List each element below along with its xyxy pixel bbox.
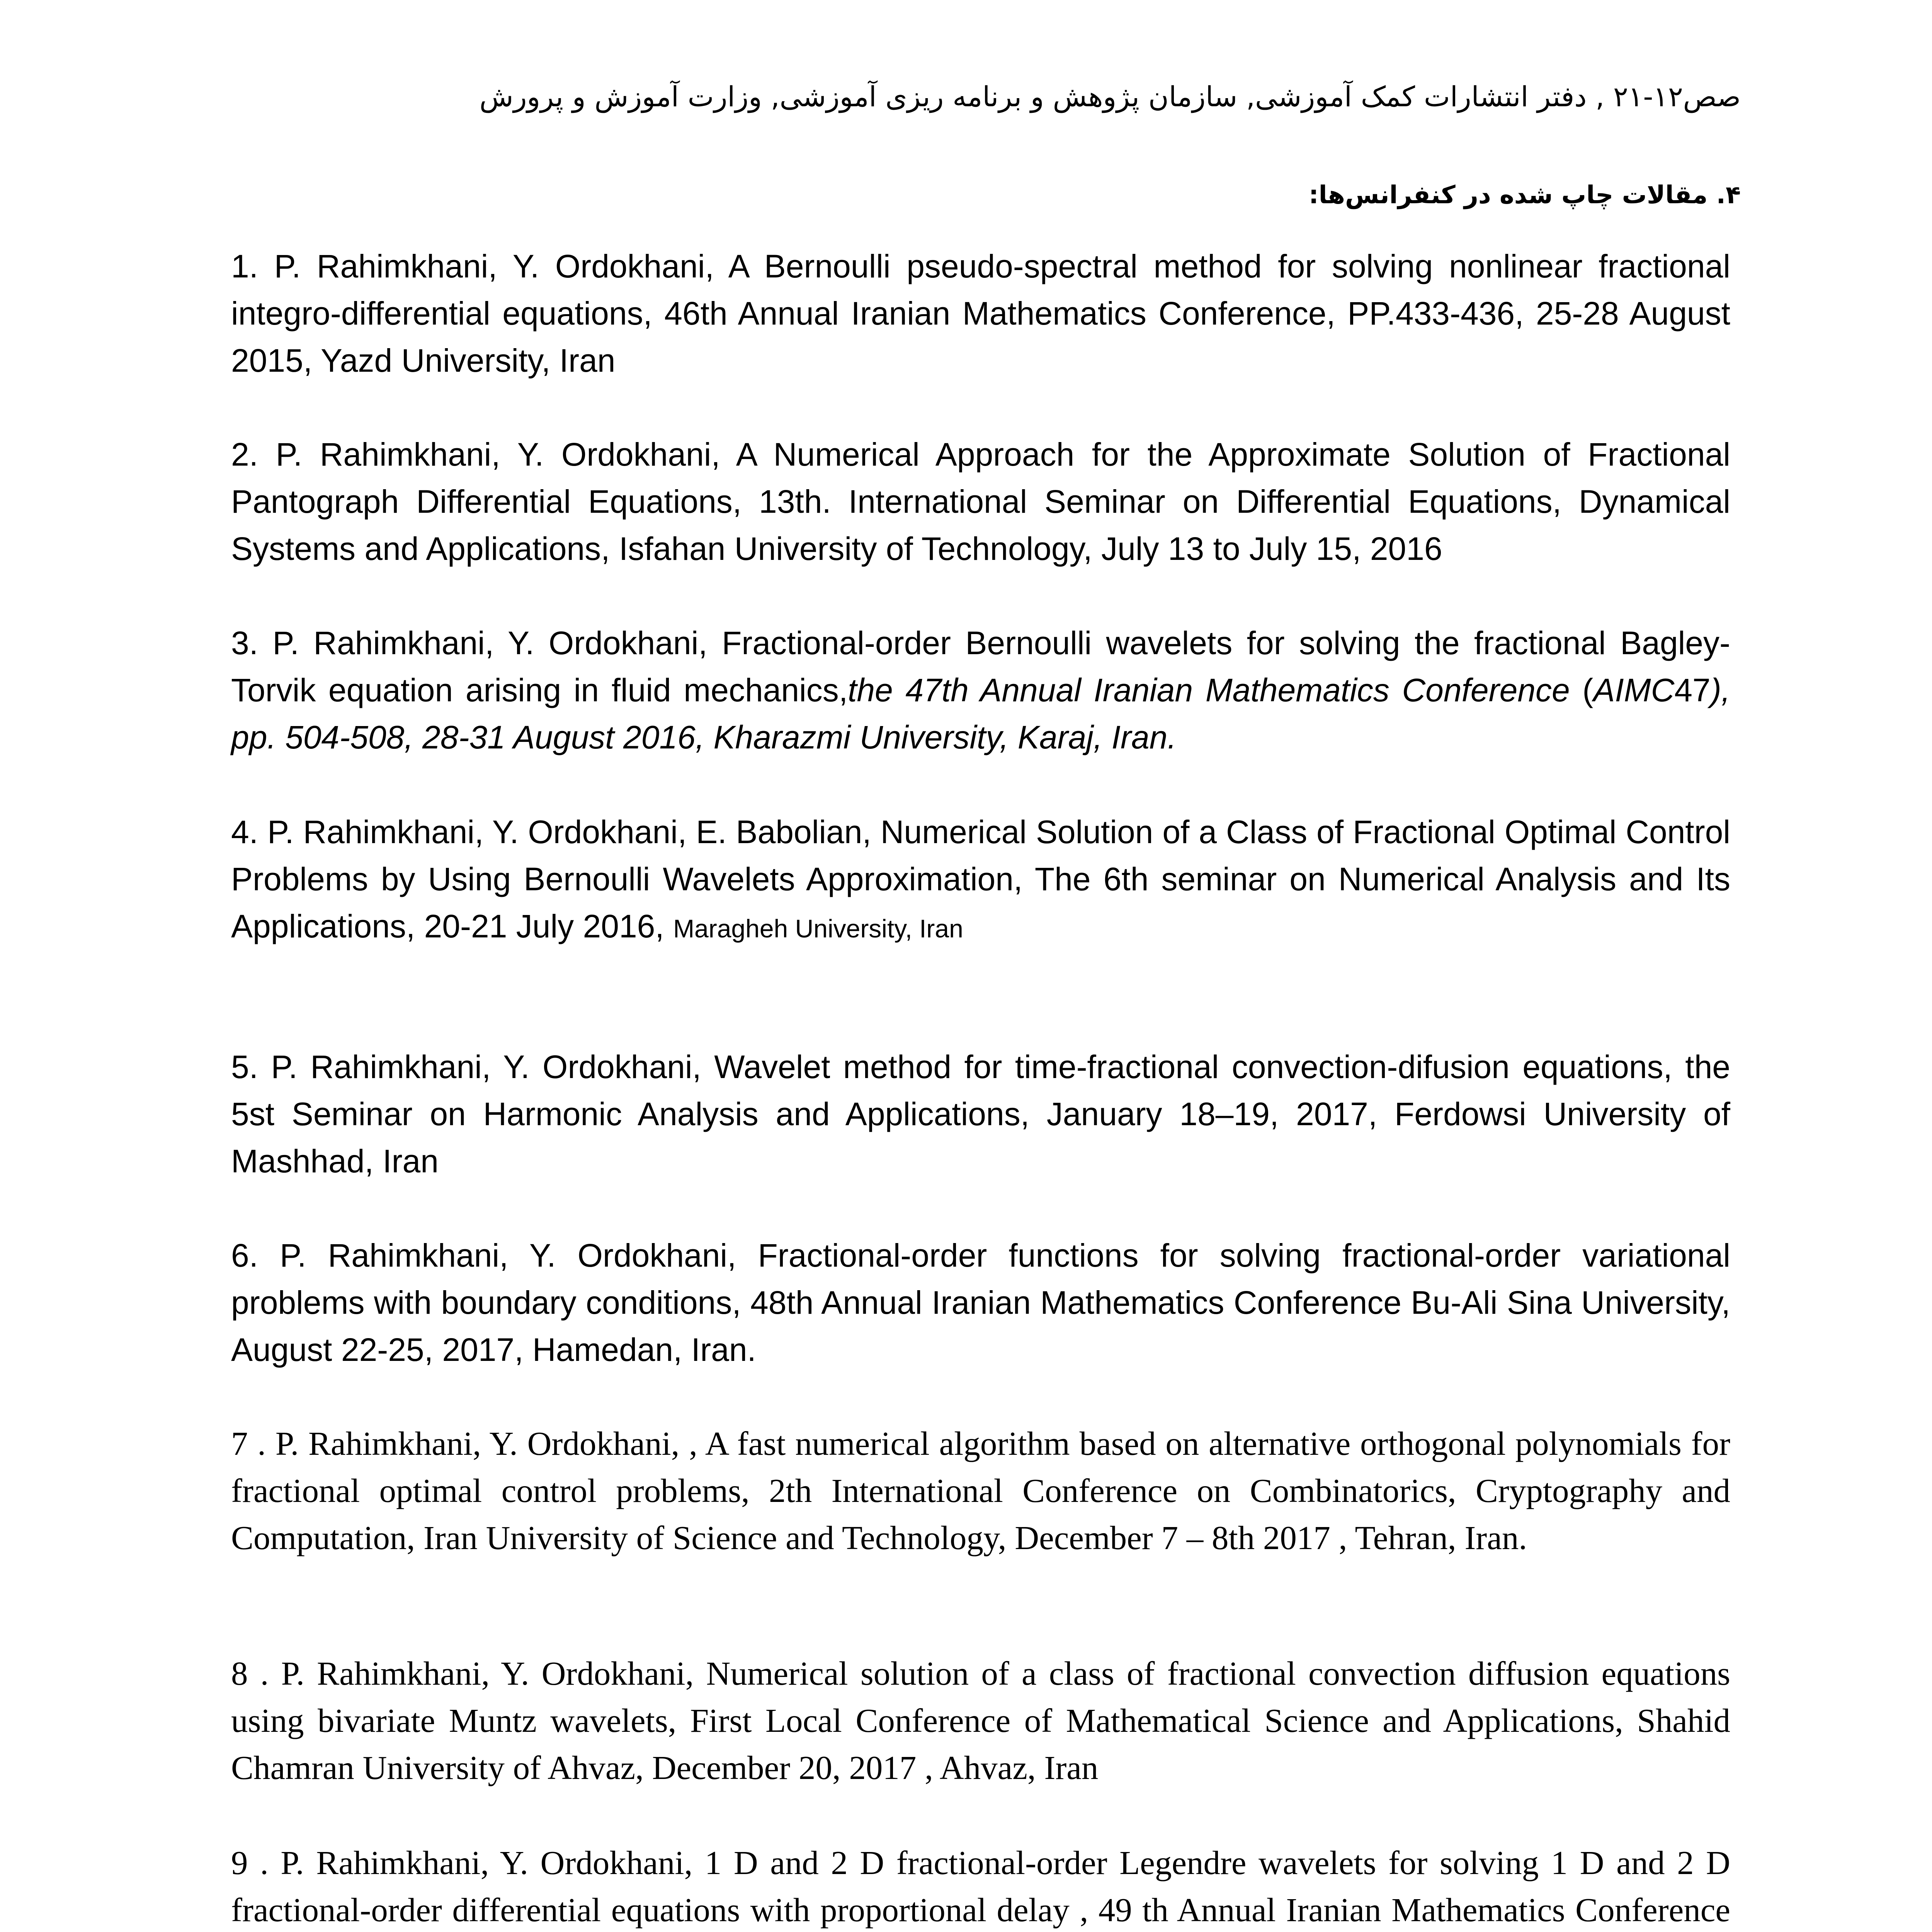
reference-text: 5. P. Rahimkhani, Y. Ordokhani, Wavelet method for time-fractional convection-difusion equations, the 5st Seminar on Harmonic Analysis and Applications, January 18–19, 2017, Ferdowsi University of Mashhad, Iran xyxy=(231,1049,1730,1179)
reference-text: 47 xyxy=(1674,672,1711,708)
reference-text: 2. P. Rahimkhani, Y. Ordokhani, A Numerical Approach for the Approximate Solution of Fractional Pantograph Differential Equations, 13th. International Seminar on Differential Equations, Dynamical Systems and Applications, Isfahan University of Technology, July 13 to July 15, 2016 xyxy=(231,436,1730,567)
reference-text: 9 . P. Rahimkhani, Y. Ordokhani, 1 D and 2 D fractional-order Legendre wavelets for solving 1 D and 2 D fractional-order differential equations with proportional delay , 49 th Annual Iranian Mathematics Conference xyxy=(231,1844,1730,1929)
page-header: صص۱۲-۲۱ , دفتر انتشارات کمک آموزشی, سازمان پژوهش و برنامه ریزی آموزشی, وزارت آموزش و پرورش xyxy=(479,80,1741,113)
reference-italic-text: ), pp. 504-508, 28-31 August 2016, Kharazmi University, Karaj, Iran. xyxy=(231,672,1730,755)
reference-italic-text: AIMC xyxy=(1593,672,1675,708)
reference-entry-8 xyxy=(231,1650,1730,1791)
reference-italic-text: the 47th Annual Iranian Mathematics Conference xyxy=(848,672,1570,708)
reference-entry-2 xyxy=(231,431,1730,572)
reference-entry-9 xyxy=(231,1839,1730,1932)
reference-text: 7 . P. Rahimkhani, Y. Ordokhani, , A fast numerical algorithm based on alternative orthogonal polynomials for fractional optimal control problems, 2th International Conference on Combinatorics, Cryptography and Computation, Iran University of Science and Technology, December 7 – 8th 2017 , Tehran, Iran. xyxy=(231,1425,1730,1556)
reference-text: 3. P. Rahimkhani, Y. Ordokhani, Fractional-order Bernoulli wavelets for solving the fractional Bagley-Torvik equation arising in fluid mechanics, xyxy=(231,625,1730,708)
reference-entry-7 xyxy=(231,1420,1730,1561)
reference-text: ( xyxy=(1570,672,1594,708)
reference-text: 1. P. Rahimkhani, Y. Ordokhani, A Bernoulli pseudo-spectral method for solving nonlinear fractional integro-differential equations, 46th Annual Iranian Mathematics Conference, PP.433-436, 25-28 August 2015, Yazd University, Iran xyxy=(231,248,1730,379)
reference-small-text: Maragheh University, Iran xyxy=(673,914,963,943)
reference-entry-1 xyxy=(231,243,1730,384)
reference-entry-3 xyxy=(231,619,1730,761)
reference-entry-5 xyxy=(231,1043,1730,1185)
reference-entry-4 xyxy=(231,808,1730,952)
reference-text: 6. P. Rahimkhani, Y. Ordokhani, Fractional-order functions for solving fractional-order variational problems with boundary conditions, 48th Annual Iranian Mathematics Conference Bu-Ali Sina University, August 22-25, 2017, Hamedan, Iran. xyxy=(231,1237,1730,1368)
reference-text: 4. P. Rahimkhani, Y. Ordokhani, E. Babolian, Numerical Solution of a Class of Fractional Optimal Control Problems by Using Bernoulli Wavelets Approximation, The 6th seminar on Numerical Analysis and Its Applications, 20-21 July 2016, xyxy=(231,814,1730,944)
reference-entry-6 xyxy=(231,1232,1730,1373)
reference-text: 8 . P. Rahimkhani, Y. Ordokhani, Numerical solution of a class of fractional convection diffusion equations using bivariate Muntz wavelets, First Local Conference of Mathematical Science and Applications, Shahid Chamran University of Ahvaz, December 20, 2017 , Ahvaz, Iran xyxy=(231,1655,1730,1786)
section-heading: ۴. مقالات چاپ شده در کنفرانس‌ها: xyxy=(1309,181,1741,209)
